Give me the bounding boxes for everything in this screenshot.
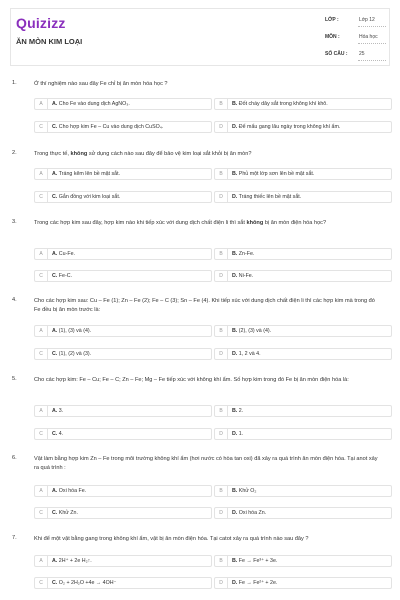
option-letter: B xyxy=(215,99,228,109)
option-text: C. Fe-C. xyxy=(52,273,73,279)
option-letter: A xyxy=(35,99,48,109)
option-text: A. Cu-Fe. xyxy=(52,251,75,257)
option-letter: C xyxy=(35,508,48,518)
option-letter: B xyxy=(215,169,228,179)
option-b[interactable] xyxy=(214,555,392,567)
option-letter: A xyxy=(35,406,48,416)
option-text: D. Oxi hóa Zn. xyxy=(232,510,267,516)
option-text: B. 2. xyxy=(232,408,244,414)
option-letter: B xyxy=(215,249,228,259)
question-text: Ở thí nghiệm nào sau đây Fe chỉ bị ăn mòn hóa học ? xyxy=(34,81,168,87)
option-letter: A xyxy=(35,486,48,496)
field-underline xyxy=(358,43,386,44)
field-class-label: LỚP : xyxy=(325,17,339,23)
option-text: D. Tráng thiếc lên bề mặt sắt. xyxy=(232,194,302,200)
field-underline xyxy=(358,26,386,27)
option-letter: D xyxy=(215,578,228,588)
option-text: A. Tráng kẽm lên bề mặt sắt. xyxy=(52,171,121,177)
option-b[interactable] xyxy=(214,168,392,180)
option-b[interactable] xyxy=(214,248,392,260)
field-subject-value: Hóa học xyxy=(359,34,378,40)
option-a[interactable] xyxy=(34,555,212,567)
question-text: Trong thực tế, không sử dụng cách nào sau đây để bảo vệ kim loại sắt khỏi bị ăn mòn? xyxy=(34,151,252,157)
option-letter: A xyxy=(35,556,48,566)
field-class-value: Lớp 12 xyxy=(359,17,375,23)
field-subject-label: MÔN : xyxy=(325,34,340,40)
option-letter: B xyxy=(215,486,228,496)
option-letter: B xyxy=(215,556,228,566)
option-c[interactable] xyxy=(34,121,212,133)
question-text: Trong các hợp kim sau đây, hợp kim nào khi tiếp xúc với dung dịch chất điện li thì sắt không bị ăn mòn điện hóa học? xyxy=(34,220,327,226)
option-text: B. Đốt cháy dây sắt trong không khí khô. xyxy=(232,101,328,107)
worksheet-header xyxy=(10,8,390,66)
option-text: C. Khử Zn. xyxy=(52,510,78,516)
option-d[interactable] xyxy=(214,428,392,440)
option-c[interactable] xyxy=(34,348,212,360)
option-d[interactable] xyxy=(214,577,392,589)
question-number: 6. xyxy=(12,455,17,461)
option-d[interactable] xyxy=(214,348,392,360)
option-text: B. Khử O₂ xyxy=(232,488,257,494)
option-text: A. 3. xyxy=(52,408,64,414)
option-d[interactable] xyxy=(214,507,392,519)
option-letter: C xyxy=(35,578,48,588)
option-letter: A xyxy=(35,326,48,336)
option-text: B. Fe → Fe³⁺ + 3e. xyxy=(232,558,278,564)
field-underline xyxy=(358,60,386,61)
option-letter: B xyxy=(215,326,228,336)
option-letter: C xyxy=(35,349,48,359)
option-letter: D xyxy=(215,429,228,439)
option-letter: D xyxy=(215,192,228,202)
option-letter: D xyxy=(215,271,228,281)
option-letter: C xyxy=(35,271,48,281)
question-text: Khi để một vật bằng gang trong không khí ẩm, vật bị ăn mòn điện hóa. Tại catot xảy ra quá trình nào sau đây ? xyxy=(34,536,309,542)
option-letter: C xyxy=(35,122,48,132)
option-b[interactable] xyxy=(214,98,392,110)
option-c[interactable] xyxy=(34,191,212,203)
option-c[interactable] xyxy=(34,507,212,519)
option-letter: D xyxy=(215,122,228,132)
option-text: C. 4. xyxy=(52,431,64,437)
option-d[interactable] xyxy=(214,191,392,203)
option-letter: A xyxy=(35,249,48,259)
option-text: B. (2), (3) và (4). xyxy=(232,328,272,334)
question-number: 3. xyxy=(12,219,17,225)
option-text: B. Zn-Fe. xyxy=(232,251,255,257)
question-text: Cho các hợp kim: Fe – Cu; Fe – C; Zn – Fe; Mg – Fe tiếp xúc với không khí ẩm. Số hợp kim trong đó Fe bị ăn mòn điện hóa là: xyxy=(34,377,349,383)
quizizz-logo: Quizizz xyxy=(16,15,66,31)
option-letter: C xyxy=(35,192,48,202)
question-number: 4. xyxy=(12,297,17,303)
question-text: Cho các hợp kim sau: Cu – Fe (1); Zn – Fe (2); Fe – C (3); Sn – Fe (4). Khi tiếp xúc với dung dịch chất điện li thì các hợp kim mà trong đó Fe đều bị ăn mòn trước là: xyxy=(34,298,375,313)
option-d[interactable] xyxy=(214,121,392,133)
option-letter: D xyxy=(215,508,228,518)
option-d[interactable] xyxy=(214,270,392,282)
field-count-label: SỐ CÂU : xyxy=(325,51,348,57)
option-text: A. (1), (3) và (4). xyxy=(52,328,92,334)
option-a[interactable] xyxy=(34,248,212,260)
option-text: A. Oxi hóa Fe. xyxy=(52,488,87,494)
option-letter: C xyxy=(35,429,48,439)
option-text: D. Ni-Fe. xyxy=(232,273,254,279)
option-text: C. Gắn đồng với kim loại sắt. xyxy=(52,194,121,200)
option-a[interactable] xyxy=(34,325,212,337)
option-a[interactable] xyxy=(34,405,212,417)
option-letter: A xyxy=(35,169,48,179)
option-text: C. (1), (2) và (3). xyxy=(52,351,92,357)
question-number: 1. xyxy=(12,80,17,86)
option-text: D. 1. xyxy=(232,431,244,437)
option-text: B. Phủ một lớp sơn lên bề mặt sắt. xyxy=(232,171,315,177)
option-text: D. Fe → Fe²⁺ + 2e. xyxy=(232,580,278,586)
option-text: C. Cho hợp kim Fe – Cu vào dung dịch CuSO₄. xyxy=(52,124,164,130)
worksheet-title: ĂN MÒN KIM LOẠI xyxy=(16,37,83,46)
option-text: A. Cho Fe vào dung dịch AgNO₃. xyxy=(52,101,130,107)
question-number: 5. xyxy=(12,376,17,382)
question-text: Vật làm bằng hợp kim Zn – Fe trong môi trường không khí ẩm (hơi nước có hòa tan oxi) đã xảy ra quá trình ăn mòn điện hóa. Tại anot xảy ra quá trình : xyxy=(34,456,378,471)
question-number: 2. xyxy=(12,150,17,156)
field-count-value: 25 xyxy=(359,51,365,57)
option-letter: B xyxy=(215,406,228,416)
option-b[interactable] xyxy=(214,325,392,337)
option-text: C. O₂ + 2H₂O +4e → 4OH⁻ xyxy=(52,580,117,586)
option-b[interactable] xyxy=(214,405,392,417)
option-c[interactable] xyxy=(34,428,212,440)
option-c[interactable] xyxy=(34,270,212,282)
option-a[interactable] xyxy=(34,168,212,180)
question-number: 7. xyxy=(12,535,17,541)
option-b[interactable] xyxy=(214,485,392,497)
option-text: A. 2H⁺ + 2e H₂↑. xyxy=(52,558,92,564)
option-letter: D xyxy=(215,349,228,359)
option-c[interactable] xyxy=(34,577,212,589)
option-text: D. 1, 2 và 4. xyxy=(232,351,261,357)
option-a[interactable] xyxy=(34,485,212,497)
option-text: D. Để mẩu gang lâu ngày trong không khí ẩm. xyxy=(232,124,341,130)
option-a[interactable] xyxy=(34,98,212,110)
